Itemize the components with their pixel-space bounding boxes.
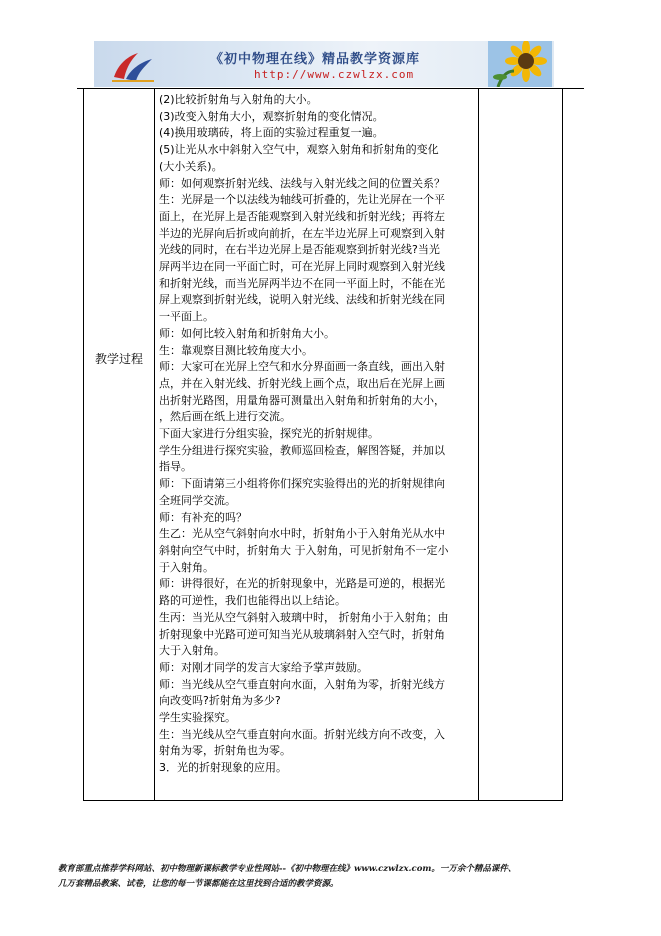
- content-line: 指导。: [159, 460, 192, 474]
- content-line: (5)让光从水中斜射入空气中，观察入射角和折射角的变化: [159, 143, 439, 157]
- content-line: 面上，在光屏上是否能观察到入射光线和折射光线；再将左: [159, 209, 445, 223]
- content-line: (4)换用玻璃砖，将上面的实验过程重复一遍。: [159, 126, 384, 140]
- content-line: 师：大家可在光屏上空气和水分界面画一条直线，画出入射: [159, 360, 445, 374]
- content-line: 大于入射角。: [159, 644, 225, 658]
- content-line: 屏上观察到折射光线，说明入射光线、法线和折射光线在同: [159, 293, 445, 307]
- content-line: 3．光的折射现象的应用。: [159, 761, 287, 775]
- content-line: 一平面上。: [159, 310, 214, 324]
- content-line: 师：有补充的吗？: [159, 510, 247, 524]
- page-footer: [58, 862, 618, 892]
- content-line: 点，并在入射光线、折射光线上画个点，取出后在光屏上画: [159, 376, 445, 390]
- content-line: 全班同学交流。: [159, 493, 236, 507]
- content-line: 师：下面请第三小组将你们探究实验得出的光的折射规律向: [159, 477, 445, 491]
- content-line: 师：对刚才同学的发言大家给予掌声鼓励。: [159, 660, 368, 674]
- content-line: 生乙：光从空气斜射向水中时，折射角小于入射角光从水中: [159, 527, 445, 541]
- content-line: 学生实验探究。: [159, 711, 236, 725]
- content-line: ，然后画在纸上进行交流。: [159, 410, 291, 424]
- content-line: 于入射角。: [159, 560, 214, 574]
- content-line: 斜射向空气中时，折射角大 于入射角，可见折射角不一定小: [159, 543, 449, 557]
- notes-column: [479, 88, 563, 801]
- content-line: (3)改变入射角大小，观察折射角的变化情况。: [159, 109, 384, 123]
- content-line: 射角为零，折射角也为零。: [159, 744, 291, 758]
- footer-line: 教育部重点推荐学科网站、初中物理新课标教学专业性网站--《初中物理在线》www.czwlzx.com。一万余个精品课件、: [58, 864, 517, 874]
- content-line: 半边的光屏向后折或向前折，在左半边光屏上可观察到入射: [159, 226, 445, 240]
- content-line: 生：光屏是一个以法线为轴线可折叠的，先让光屏在一个平: [159, 193, 445, 207]
- content-line: 师：如何观察折射光线、法线与入射光线之间的位置关系？: [159, 176, 445, 190]
- content-line: (大小关系)。: [159, 159, 223, 173]
- content-line: 生：当光线从空气垂直射向水面。折射光线方向不改变，入: [159, 727, 445, 741]
- site-title: 《初中物理在线》精品教学资源库: [210, 52, 421, 67]
- content-line: 光线的同时，在右半边光屏上是否能观察到折射光线?当光: [159, 243, 440, 257]
- content-line: 出折射光路图，用量角器可测量出入射角和折射角的大小，: [159, 393, 445, 407]
- content-line: 向改变吗?折射角为多少?: [159, 694, 281, 708]
- lesson-content: [159, 92, 475, 777]
- content-line: 屏两半边在同一平面亡时，可在光屏上同时观察到入射光线: [159, 260, 445, 274]
- site-url[interactable]: http://www.czwlzx.com: [254, 68, 415, 81]
- footer-line: 几万套精品教案、试卷，让您的每一节课都能在这里找到合适的教学资源。: [58, 879, 339, 889]
- content-line: 路的可逆性，我们也能得出以上结论。: [159, 594, 346, 608]
- content-line: 学生分组进行探究实验，教师巡回检查，解图答疑，并加以: [159, 443, 445, 457]
- content-line: 师：当光线从空气垂直射向水面，入射角为零，折射光线方: [159, 677, 445, 691]
- header-banner: [94, 41, 554, 87]
- content-line: 折射现象中光路可逆可知当光从玻璃斜射入空气时，折射角: [159, 627, 445, 641]
- content-line: 师：如何比较入射角和折射角大小。: [159, 326, 335, 340]
- content-line: 生丙：当光从空气斜射入玻璃中时， 折射角小于入射角；由: [159, 610, 449, 624]
- column-divider: [154, 88, 155, 801]
- content-line: 师：讲得很好，在光的折射现象中，光路是可逆的，根据光: [159, 577, 445, 591]
- content-line: (2)比较折射角与入射角的大小。: [159, 93, 318, 106]
- sunflower-icon: [488, 41, 552, 87]
- content-line: 生：靠观察目测比较角度大小。: [159, 343, 313, 357]
- content-line: 和折射光线，而当光屏两半边不在同一平面上时，不能在光: [159, 276, 445, 290]
- site-logo-icon: [108, 47, 158, 83]
- content-line: 下面大家进行分组实验，探究光的折射规律。: [159, 427, 379, 441]
- section-label: 教学过程: [94, 352, 143, 366]
